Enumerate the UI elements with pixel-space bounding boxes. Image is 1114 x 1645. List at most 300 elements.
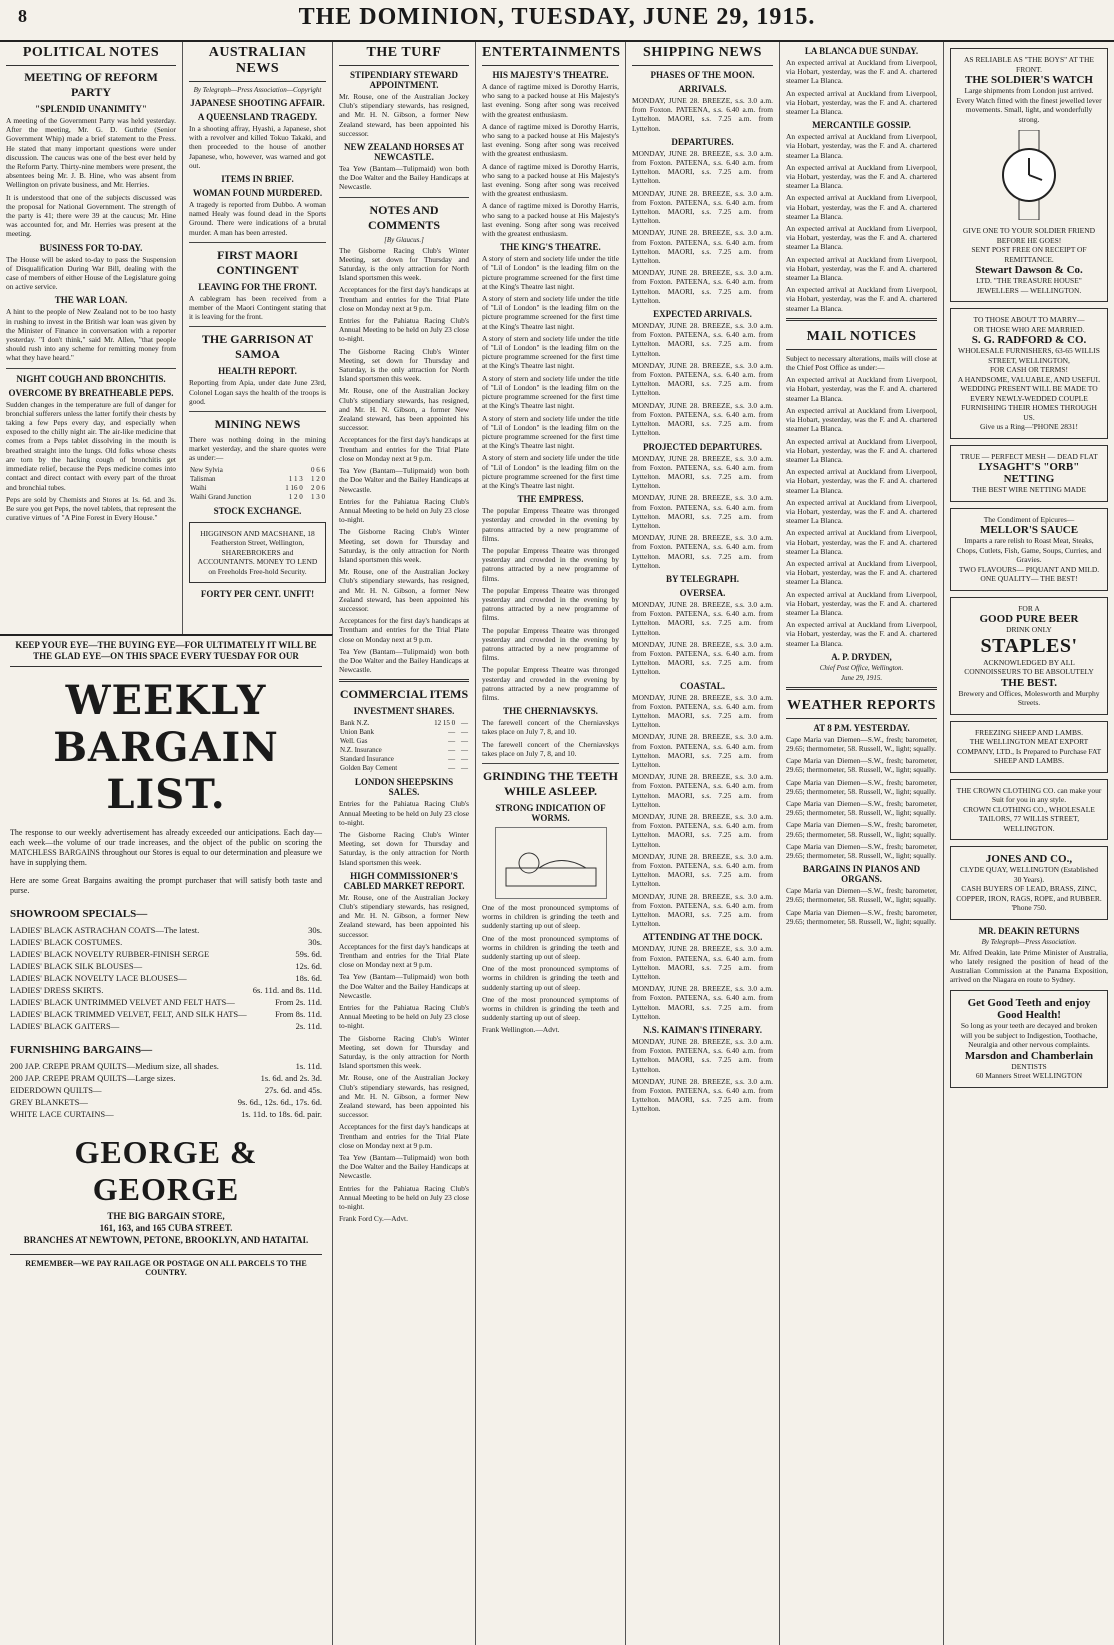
divider [189, 411, 326, 412]
mellors-sauce-advert [950, 508, 1108, 591]
article-text: An expected arrival at Auckland from Liverpool, via Hobart, yesterday, was the F. and A. chartered steamer La Blanca. [786, 224, 937, 252]
article-text: MONDAY, JUNE 28. BREEZE, s.s. 3.0 a.m. from Foxton. PATEENA, s.s. 6.40 a.m. from Lyttelton. MAORI, s.s. 7.25 a.m. from Lyttelton. [632, 228, 773, 266]
article-text: Cape Maria van Diemen—S.W., fresh; barometer, 29.65; thermometer, 58. Russell, W., light; squally. [786, 756, 937, 775]
article-text: Mr. Alfred Deakin, late Prime Minister of Australia, who lately resigned the position of head of the Australian Commission at the Panama Exposition, arrived on the Niagara en route to Sydney. [950, 947, 1108, 985]
article-text: The Gisborne Racing Club's Winter Meeting, set down for Thursday and Saturday, is the only attraction for North Island sportsmen this week. [339, 346, 469, 384]
table-cell: N.Z. Insurance [340, 746, 382, 755]
list-item [10, 1084, 322, 1096]
list-item [10, 972, 322, 984]
article-text: A tragedy is reported from Dubbo. A woman named Healy was found dead in the Sports Ground. There were indications of a brutal murder. A man has been arrested. [189, 200, 326, 237]
article-text: MONDAY, JUNE 28. BREEZE, s.s. 3.0 a.m. from Foxton. PATEENA, s.s. 6.40 a.m. from Lyttelton. MAORI, s.s. 7.25 a.m. from Lyttelton. [632, 533, 773, 570]
advert-title: LYSAGHT'S "ORB" NETTING [978, 461, 1080, 485]
table-cell: Bank N.Z. [340, 719, 370, 728]
article-text: Subject to necessary alterations, mails will close at the Chief Post Office as under:— [786, 353, 937, 373]
advert-title: MELLOR'S SAUCE [979, 524, 1079, 536]
subheadline: NEW ZEALAND HORSES AT NEWCASTLE. [344, 142, 464, 163]
advert-text: So long as your teeth are decayed and broken will you be subject to Indigestion, Toothache, Neuralgia and other nervous complaints. [960, 1021, 1098, 1050]
article-text: Tea Yew (Bantam—Tulipmaid) won both the Doe Walter and the Bailey Handicaps at Newcastle. [339, 646, 469, 675]
table-cell: — [461, 755, 468, 764]
bargain-intro: Here are some Great Bargains awaiting the prompt purchaser that will satisfy both taste and purse. [10, 876, 322, 895]
advert-text: CASH BUYERS OF LEAD, BRASS, ZINC, COPPER, IRON, RAGS, ROPE, and RUBBER. 'Phone 750. [956, 884, 1102, 912]
soldiers-watch-advert [950, 48, 1108, 302]
item-price: 59s. 6d. [295, 949, 322, 959]
divider [189, 242, 326, 243]
article-text: Cape Maria van Diemen—S.W., fresh; barometer, 29.65; thermometer, 58. Russell, W., light; squally. [786, 777, 937, 796]
table-cell: — [461, 737, 468, 746]
byline: By Telegraph—Press Association—Copyright [193, 86, 322, 94]
article-text: Entries for the Pahiatua Racing Club's Annual Meeting to be held on July 23 close to-night. [339, 496, 469, 525]
item-name: GREY BLANKETS— [10, 1097, 88, 1107]
subheadline: JAPANESE SHOOTING AFFAIR. [190, 98, 325, 108]
table-cell: 12 15 0 [434, 719, 456, 728]
subheadline: HEALTH REPORT. [218, 366, 297, 377]
advert-kicker: AS RELIABLE AS "THE BOYS" AT THE FRONT. [963, 55, 1095, 74]
article-text: An expected arrival at Auckland from Liverpool, via Hobart, yesterday, was the F. and A. chartered steamer La Blanca. [786, 497, 937, 526]
article-text: MONDAY, JUNE 28. BREEZE, s.s. 3.0 a.m. from Foxton. PATEENA, s.s. 6.40 a.m. from Lyttelton. MAORI, s.s. 7.25 a.m. from Lyttelton. [632, 96, 773, 133]
table-row [339, 737, 469, 746]
advert-brand: STAPLES' [980, 634, 1078, 657]
table-cell: 0 6 6 [311, 465, 325, 474]
article-text: The popular Empress Theatre was thronged yesterday and crowded in the evening by patrons attracted by a new programme of films. [482, 545, 619, 583]
advert-text: ACKNOWLEDGED BY ALL CONNOISSEURS TO BE ABSOLUTELY [964, 657, 1094, 676]
advert-text: A HANDSOME, VALUABLE, AND USEFUL WEDDING PRESENT WILL BE MADE TO EVERY NEWLY-WEDDED COUPLE FURNISHING THEIR HOMES THROUGH US. [957, 374, 1101, 422]
item-price: 6s. 11d. and 8s. 11d. [252, 985, 322, 995]
article-text: MONDAY, JUNE 28. BREEZE, s.s. 3.0 a.m. from Foxton. PATEENA, s.s. 6.40 a.m. from Lyttelton. MAORI, s.s. 7.25 a.m. from Lyttelton. [632, 944, 773, 982]
article-text: Acceptances for the first day's handicaps at Trentham and entries for the Trial Plate close on Monday next at 9 p.m. [339, 285, 469, 313]
table-cell: Union Bank [340, 728, 375, 737]
table-row [189, 493, 326, 502]
table-cell: — [448, 746, 456, 755]
subheadline: OVERCOME BY BREATHEABLE PEPS. [8, 387, 174, 398]
table-cell [277, 466, 304, 475]
lysaght-advert [950, 445, 1108, 502]
item-name: 200 JAP. CREPE PRAM QUILTS—Medium size, all shades. [10, 1061, 219, 1071]
article-text: MONDAY, JUNE 28. BREEZE, s.s. 3.0 a.m. from Foxton. PATEENA, s.s. 6.40 a.m. from Lyttelton. MAORI, s.s. 7.25 a.m. from Lyttelton. [632, 772, 773, 809]
table-row [189, 475, 326, 484]
masthead [0, 0, 1114, 42]
advert-kicker: The Condiment of Epicures— [983, 514, 1075, 524]
table-cell: — [461, 764, 468, 773]
article-text: An expected arrival at Auckland from Liverpool, via Hobart, yesterday, was the F. and A. chartered steamer La Blanca. [786, 589, 937, 617]
advert-text: Give us a Ring—'PHONE 2831! [979, 422, 1078, 431]
australian-news-header: AUSTRALIAN NEWS [189, 42, 326, 82]
article-text: The House will be asked to-day to pass the Suspension of Disqualification During War Bill, dealing with the case of members of either House of the Legislature going on active service. [6, 254, 176, 292]
dentist-advert [950, 990, 1108, 1088]
article-text: Acceptances for the first day's handicaps at Trentham and entries for the Trial Plate close on Monday next at 9 p.m. [339, 435, 469, 463]
advert-text: Brewery and Offices, Molesworth and Murphy Streets. [958, 688, 1100, 707]
article-text: MONDAY, JUNE 28. BREEZE, s.s. 3.0 a.m. from Foxton. PATEENA, s.s. 6.40 a.m. from Lyttelton. MAORI, s.s. 7.25 a.m. from Lyttelton. [632, 812, 773, 849]
article-text: MONDAY, JUNE 28. BREEZE, s.s. 3.0 a.m. from Foxton. PATEENA, s.s. 6.40 a.m. from Lyttelton. MAORI, s.s. 7.25 a.m. from Lyttelton. [632, 1037, 773, 1074]
article-text: MONDAY, JUNE 28. BREEZE, s.s. 3.0 a.m. from Foxton. PATEENA, s.s. 6.40 a.m. from Lyttelton. MAORI, s.s. 7.25 a.m. from Lyttelton. [632, 188, 773, 226]
higginson-advert [189, 522, 326, 584]
list-item [10, 948, 322, 960]
table-cell: — [448, 755, 456, 764]
subheadline: EXPECTED ARRIVALS. [653, 309, 752, 320]
subheadline: STOCK EXCHANGE. [213, 505, 302, 516]
advert-text: CROWN CLOTHING CO., WHOLESALE TAILORS, 77 WILLIS STREET, WELLINGTON. [963, 804, 1095, 833]
article-text: An expected arrival at Auckland from Liverpool, via Hobart, yesterday, was the F. and A. chartered steamer La Blanca. [786, 467, 937, 495]
subheadline: WOMAN FOUND MURDERED. [192, 188, 323, 199]
item-price: 1s. 11d. [295, 1061, 322, 1071]
article-text: The popular Empress Theatre was thronged yesterday and crowded in the evening by patrons attracted by a new programme of films. [482, 585, 619, 623]
weather-reports-header: WEATHER REPORTS [786, 695, 937, 719]
article-text: One of the most pronounced symptoms of worms in children is grinding the teeth and suddenly starting up out of sleep. [482, 994, 619, 1023]
staples-beer-advert [950, 597, 1108, 715]
item-price: 30s. [308, 937, 322, 947]
item-name: LADIES' BLACK GAITERS— [10, 1021, 120, 1031]
advert-kicker: TO THOSE ABOUT TO MARRY— [973, 315, 1085, 324]
item-name: LADIES' BLACK SILK BLOUSES— [10, 961, 143, 971]
article-text: Mr. Rouse, one of the Australian Jockey Club's stipendiary stewards, has resigned, and Mr. H. N. Gibson, a former New Zealand steward, has been appointed his successor. [339, 386, 469, 433]
article-text: An expected arrival at Auckland from Liverpool, via Hobart, yesterday, was the F. and A. chartered steamer La Blanca. [786, 254, 937, 283]
article-text: Cape Maria van Diemen—S.W., fresh; barometer, 29.65; thermometer, 58. Russell, W., light; squally. [786, 886, 937, 905]
advert-title: Get Good Teeth and enjoy Good Health! [967, 997, 1091, 1022]
article-text: A meeting of the Government Party was held yesterday. After the meeting, Mr. G. D. Guthrie (Senior Government Whip) made a brief statement to the Press. He stated that many important questions were under discussion. The caucus was one of the best ever held by the Reform Party. Thirty-nine members were present, the absentees being Mr. J. B. Hine, who was absent from Wellington on private business, and Mr. Herries. [6, 116, 176, 190]
item-price: 1s. 6d. and 2s. 3d. [260, 1073, 322, 1083]
advert-text: DRINK ONLY [1006, 625, 1052, 634]
item-name: LADIES' BLACK TRIMMED VELVET, FELT, AND SILK HATS— [10, 1009, 247, 1019]
subheadline: N.S. KAIMAN'S ITINERARY. [642, 1025, 763, 1036]
advert-brand: Marsdon and Chamberlain [964, 1049, 1094, 1062]
article-text: MONDAY, JUNE 28. BREEZE, s.s. 3.0 a.m. from Foxton. PATEENA, s.s. 6.40 a.m. from Lyttelton. MAORI, s.s. 7.25 a.m. from Lyttelton. [632, 599, 773, 637]
table-cell: — [461, 728, 468, 737]
article-text: Mr. Rouse, one of the Australian Jockey Club's stipendiary stewards, has resigned, and Mr. H. N. Gibson, a former New Zealand steward, has been appointed his successor. [339, 892, 469, 939]
article-text: Mr. Rouse, one of the Australian Jockey Club's stipendiary stewards, has resigned, and Mr. H. N. Gibson, a former New Zealand steward, has been appointed his successor. [339, 92, 469, 138]
article-text: The Gisborne Racing Club's Winter Meeting, set down for Thursday and Saturday, is the only attraction for North Island sportsmen this week. [339, 829, 469, 867]
subheadline: HIS MAJESTY'S THEATRE. [492, 70, 609, 80]
subheadline: ITEMS IN BRIEF. [221, 174, 294, 185]
turf-column [333, 42, 476, 1645]
article-text: A story of stern and society life under the title of "Lil of London" is the leading film on the picture programme screened for the first time at the King's Theatre last night. [482, 333, 619, 371]
article-text: An expected arrival at Auckland from Liverpool, via Hobart, yesterday, was the F. and A. chartered steamer La Blanca. [786, 436, 937, 464]
store-name: GEORGE & GEORGE [74, 1134, 258, 1207]
subheadline: INVESTMENT SHARES. [353, 706, 455, 717]
meat-export-advert [950, 721, 1108, 773]
article-text: The farewell concert of the Cherniavskys takes place on July 7, 8, and 10. [482, 739, 619, 758]
item-name: LADIES' BLACK NOVELTY RUBBER-FINISH SERGE [10, 949, 210, 959]
headline: FIRST MAORI CONTINGENT [216, 247, 299, 277]
bargain-kicker: KEEP YOUR EYE—THE BUYING EYE—FOR ULTIMATELY IT WILL BE THE GLAD EYE—ON THIS SPACE EVERY TUESDAY FOR OUR [10, 640, 322, 667]
article-text: Entries for the Pahiatua Racing Club's Annual Meeting to be held on July 23 close to-night. [339, 1183, 469, 1212]
article-text: MONDAY, JUNE 28. BREEZE, s.s. 3.0 a.m. from Foxton. PATEENA, s.s. 6.40 a.m. from Lyttelton. MAORI, s.s. 7.25 a.m. from Lyttelton. [632, 692, 773, 730]
table-cell: 1 2 0 [288, 492, 303, 501]
article-text: An expected arrival at Auckland from Liverpool, via Hobart, yesterday, was the F. and A. chartered steamer La Blanca. [786, 558, 937, 587]
advert-text: THE BEST WIRE NETTING MADE [972, 485, 1086, 494]
mining-table [189, 466, 326, 502]
subheadline: PROJECTED DEPARTURES. [642, 441, 763, 452]
showroom-specials-heading: SHOWROOM SPECIALS— [10, 908, 148, 920]
article-text: The Gisborne Racing Club's Winter Meeting, set down for Thursday and Saturday, is the only attraction for North Island sportsmen this week. [339, 1033, 469, 1071]
subheadline: A QUEENSLAND TRAGEDY. [197, 112, 318, 122]
item-name: 200 JAP. CREPE PRAM QUILTS—Large sizes. [10, 1073, 176, 1083]
item-price: 18s. 6d. [295, 973, 322, 983]
store-branches: BRANCHES AT NEWTOWN, PETONE, BROOKLYN, AND HATAITAI. [23, 1235, 309, 1245]
article-text: Tea Yew (Bantam—Tulipmaid) won both the Doe Walter and the Bailey Handicaps at Newcastle. [339, 164, 469, 192]
headline: GRINDING THE TEETH WHILE ASLEEP. [483, 769, 618, 798]
subheadline: MERCANTILE GOSSIP. [812, 120, 911, 131]
advert-text: 60 Manners Street WELLINGTON [975, 1071, 1083, 1081]
australian-news-column [183, 42, 333, 634]
table-cell: — [448, 728, 456, 737]
table-row [339, 755, 469, 764]
table-cell: Well. Gas [340, 737, 368, 746]
bargain-footer: REMEMBER—WE PAY RAILAGE OR POSTAGE ON ALL PARCELS TO THE COUNTRY. [10, 1254, 322, 1277]
article-text: Acceptances for the first day's handicaps at Trentham and entries for the Trial Plate close on Monday next at 9 p.m. [339, 616, 469, 644]
radford-advert [950, 308, 1108, 439]
headline: THE GARRISON AT SAMOA [201, 332, 314, 362]
advert-title: JONES AND CO., [985, 853, 1073, 865]
subheadline: "SPLENDID UNANIMITY" [35, 104, 147, 114]
jones-advert [950, 846, 1108, 920]
table-cell: — [461, 746, 468, 755]
subheadline: LEAVING FOR THE FRONT. [198, 281, 317, 292]
article-text: An expected arrival at Auckland from Liverpool, via Hobart, yesterday, was the F. and A. chartered steamer La Blanca. [786, 88, 937, 117]
page-number: 8 [18, 6, 27, 26]
advert-text: Imparts a rare relish to Roast Meat, Steaks, Chops, Cutlets, Fish, Game, Soups, Curries, and Gravies. [956, 536, 1102, 564]
article-text: Cape Maria van Diemen—S.W., fresh; barometer, 29.65; thermometer, 58. Russell, W., light; squally. [786, 841, 937, 860]
item-name: LADIES' BLACK NOVELTY LACE BLOUSES— [10, 973, 187, 983]
subheadline: COASTAL. [679, 680, 726, 691]
article-text: Reporting from Apia, under date June 23rd, Colonel Logan says the health of the troops is good. [189, 378, 326, 406]
advert-text: Frank Ford Cy.—Advt. [339, 1214, 408, 1224]
table-row [339, 728, 469, 737]
article-text: MONDAY, JUNE 28. BREEZE, s.s. 3.0 a.m. from Foxton. PATEENA, s.s. 6.40 a.m. from Lyttelton. MAORI, s.s. 7.25 a.m. from Lyttelton. [632, 732, 773, 769]
article-text: One of the most pronounced symptoms of worms in children is grinding the teeth and suddenly starting up out of sleep. [482, 903, 619, 931]
subheadline: MR. DEAKIN RETURNS [978, 925, 1080, 936]
advert-kicker: OR THOSE WHO ARE MARRIED. [973, 324, 1085, 334]
byline: By Telegraph—Press Association. [981, 937, 1077, 946]
headline: MEETING OF REFORM PARTY [24, 70, 158, 99]
subheadline: STRONG INDICATION OF WORMS. [495, 803, 606, 823]
article-text: MONDAY, JUNE 28. BREEZE, s.s. 3.0 a.m. from Foxton. PATEENA, s.s. 6.40 a.m. from Lyttelton. MAORI, s.s. 7.25 a.m. from Lyttelton. [632, 493, 773, 530]
item-price: 2s. 11d. [295, 1021, 322, 1031]
subheadline: THE WAR LOAN. [54, 295, 128, 306]
bargain-title: WEEKLY BARGAIN LIST. [53, 677, 279, 818]
advert-text: THE CROWN CLOTHING CO. can make your Suit for you in any style. [956, 785, 1102, 804]
table-cell: — [461, 719, 468, 728]
divider [786, 687, 937, 690]
political-notes-column [0, 42, 183, 634]
wristwatch-icon [994, 130, 1064, 220]
turf-header: THE TURF [339, 42, 469, 66]
table-row [189, 466, 326, 475]
article-text: A story of stern and society life under the title of "Lil of London" is the leading film on the picture programme screened for the first time at the King's Theatre last night. [482, 413, 619, 451]
advert-text: WHOLESALE FURNISHERS, 63-65 WILLIS STREET, WELLINGTON, [958, 346, 1100, 365]
advert-kicker: FOR A [1018, 603, 1040, 613]
article-text: MONDAY, JUNE 28. BREEZE, s.s. 3.0 a.m. from Foxton. PATEENA, s.s. 6.40 a.m. from Lyttelton. MAORI, s.s. 7.25 a.m. from Lyttelton. [632, 639, 773, 677]
article-text: Mr. Rouse, one of the Australian Jockey Club's stipendiary stewards, has resigned, and Mr. H. N. Gibson, a former New Zealand steward, has been appointed his successor. [339, 1073, 469, 1120]
article-text: An expected arrival at Auckland from Liverpool, via Hobart, yesterday, was the F. and A. chartered steamer La Blanca. [786, 620, 937, 648]
item-price: 30s. [308, 925, 322, 935]
table-cell: 1 3 0 [311, 492, 325, 501]
headline: MINING NEWS [214, 417, 301, 432]
list-item [10, 1108, 322, 1120]
article-text: Cape Maria van Diemen—S.W., fresh; barometer, 29.65; thermometer, 58. Russell, W., light; squally. [786, 798, 937, 818]
article-text: Tea Yew (Bantam—Tulipmaid) won both the Doe Walter and the Bailey Handicaps at Newcastle. [339, 972, 469, 1000]
subheadline: LA BLANCA DUE SUNDAY. [804, 46, 919, 56]
item-name: WHITE LACE CURTAINS— [10, 1109, 114, 1119]
subheadline: STIPENDIARY STEWARD APPOINTMENT. [349, 70, 459, 90]
item-name: LADIES' DRESS SKIRTS. [10, 985, 104, 995]
table-cell: Waihi Grand Junction [190, 492, 252, 501]
article-text: An expected arrival at Auckland from Liverpool, via Hobart, yesterday, was the F. and A. chartered steamer La Blanca. [786, 285, 937, 313]
entertainments-column [476, 42, 626, 1645]
subheadline: ATTENDING AT THE DOCK. [642, 932, 763, 943]
table-row [339, 746, 469, 755]
advert-text: Frank Wellington.—Advt. [482, 1025, 560, 1035]
subheadline: BY TELEGRAPH. [665, 573, 739, 584]
divider [339, 197, 469, 198]
mail-notices-header: MAIL NOTICES [786, 326, 937, 350]
list-item [10, 1008, 322, 1020]
item-name: LADIES' BLACK COSTUMES. [10, 937, 123, 947]
article-text: A story of stern and society life under the title of "Lil of London" is the leading film on the picture programme screened for the first time at the King's Theatre last night. [482, 254, 619, 291]
article-text: One of the most pronounced symptoms of worms in children is grinding the teeth and suddenly starting up out of sleep. [482, 933, 619, 962]
subheadline: BUSINESS FOR TO-DAY. [39, 242, 143, 253]
advert-text: LTD. "THE TREASURE HOUSE" JEWELLERS — WELLINGTON. [976, 276, 1082, 295]
article-text: The popular Empress Theatre was thronged yesterday and crowded in the evening by patrons attracted by a new programme of films. [482, 665, 619, 702]
furnishing-bargains-heading: FURNISHING BARGAINS— [10, 1044, 153, 1056]
table-cell: Talisman [190, 474, 216, 483]
advert-text: TWO FLAVOURS— PIQUANT AND MILD. ONE QUALITY— THE BEST! [958, 564, 1100, 583]
subheadline: FORTY PER CENT. UNFIT! [200, 589, 315, 600]
table-cell: — [448, 764, 456, 773]
list-item [10, 960, 322, 972]
article-text: The farewell concert of the Cherniavskys takes place on July 7, 8, and 10. [482, 718, 619, 737]
item-price: 9s. 6d., 12s. 6d., 17s. 6d. [237, 1097, 322, 1107]
advert-text: CLYDE QUAY, WELLINGTON (Established 30 Years). [959, 865, 1099, 884]
article-text: An expected arrival at Auckland from Liverpool, via Hobart, yesterday, was the F. and A. chartered steamer La Blanca. [786, 58, 937, 86]
store-address: 161, 163, and 165 CUBA STREET. [99, 1223, 233, 1233]
sleeping-child-illustration [495, 827, 607, 899]
table-cell: New Sylvia [190, 465, 223, 474]
political-notes-header: POLITICAL NOTES [6, 42, 176, 66]
table-cell: Waihi [190, 483, 207, 492]
furnishing-bargains-list [10, 1060, 322, 1120]
subheadline: ARRIVALS. [678, 84, 727, 94]
article-text: An expected arrival at Auckland from Liverpool, via Hobart, yesterday, was the F. and A. chartered steamer La Blanca. [786, 193, 937, 221]
list-item [10, 1060, 322, 1072]
item-price: 27s. 6d. and 45s. [264, 1085, 322, 1095]
advert-text: Large shipments from London just arrived. Every Watch fitted with the finest jewelled lever movements. Small, light, and wonderfully strong. [956, 86, 1102, 124]
article-text: MONDAY, JUNE 28. BREEZE, s.s. 3.0 a.m. from Foxton. PATEENA, s.s. 6.40 a.m. from Lyttelton. MAORI, s.s. 7.25 a.m. from Lyttelton. [632, 984, 773, 1021]
article-text: A dance of ragtime mixed is Dorothy Harris, who sang to a packed house at His Majesty's last evening. Song after song was received with the greatest enthusiasm. [482, 201, 619, 239]
article-text: The Gisborne Racing Club's Winter Meeting, set down for Thursday and Saturday, is the only attraction for North Island sportsmen this week. [339, 527, 469, 564]
headline: NOTES AND COMMENTS [368, 202, 440, 232]
article-text: An expected arrival at Auckland from Liverpool, via Hobart, yesterday, was the F. and A. chartered steamer La Blanca. [786, 132, 937, 160]
article-text: Cape Maria van Diemen—S.W., fresh; barometer, 29.65; thermometer, 58. Russell, W., light; squally. [786, 820, 937, 839]
article-text: MONDAY, JUNE 28. BREEZE, s.s. 3.0 a.m. from Foxton. PATEENA, s.s. 6.40 a.m. from Lyttelton. MAORI, s.s. 7.25 a.m. from Lyttelton. [632, 851, 773, 889]
article-text: Cape Maria van Diemen—S.W., fresh; barometer, 29.65; thermometer, 58. Russell, W., light; squally. [786, 734, 937, 753]
mail-weather-column [780, 42, 944, 1645]
advert-text: THE WELLINGTON MEAT EXPORT COMPANY, LTD., Is Prepared to Purchase FAT SHEEP AND LAMBS. [956, 737, 1102, 765]
divider [482, 763, 619, 764]
advert-text: HIGGINSON AND MACSHANE, 18 Featherston Street, Wellington, SHAREBROKERS and ACCOUNTANTS. MONEY TO LEND on Freeholds Free-hold Security. [197, 528, 318, 576]
advert-title: S. G. RADFORD & CO. [971, 334, 1087, 346]
entertainments-header: ENTERTAINMENTS [482, 42, 619, 66]
signature-title: Chief Post Office, Wellington. [819, 663, 904, 672]
advert-title: THE SOLDIER'S WATCH [965, 74, 1093, 86]
list-item [10, 996, 322, 1008]
article-text: Acceptances for the first day's handicaps at Trentham and entries for the Trial Plate close on Monday next at 9 p.m. [339, 941, 469, 970]
article-text: The popular Empress Theatre was thronged yesterday and crowded in the evening by patrons attracted by a new programme of films. [482, 625, 619, 663]
shipping-news-header: SHIPPING NEWS [632, 42, 773, 66]
table-row [339, 719, 469, 728]
article-text: MONDAY, JUNE 28. BREEZE, s.s. 3.0 a.m. from Foxton. PATEENA, s.s. 6.40 a.m. from Lyttelton. MAORI, s.s. 7.25 a.m. from Lyttelton. [632, 453, 773, 491]
subheadline: THE KING'S THEATRE. [500, 242, 601, 253]
article-text: An expected arrival at Auckland from Liverpool, via Hobart, yesterday, was the F. and A. chartered steamer La Blanca. [786, 528, 937, 556]
divider [6, 368, 176, 369]
table-cell: 2 0 6 [311, 483, 325, 492]
advertisements-column [944, 42, 1114, 1645]
advert-title: GOOD PURE BEER [979, 613, 1079, 625]
item-name: LADIES' BLACK ASTRACHAN COATS—The latest. [10, 925, 200, 935]
subheadline: NIGHT COUGH AND BRONCHITIS. [16, 373, 166, 384]
article-text: Entries for the Pahiatua Racing Club's Annual Meeting to be held on July 23 close to-night. [339, 1003, 469, 1031]
shipping-news-column [626, 42, 780, 1645]
article-text: A story of stern and society life under the title of "Lil of London" is the leading film on the picture programme screened for the first time at the King's Theatre last night. [482, 373, 619, 411]
article-text: The Gisborne Racing Club's Winter Meeting, set down for Thursday and Saturday, is the only attraction for North Island sportsmen this week. [339, 245, 469, 283]
item-name: LADIES' BLACK UNTRIMMED VELVET AND FELT HATS— [10, 997, 235, 1007]
item-price: From 8s. 11d. [275, 1009, 322, 1019]
advert-brand: Stewart Dawson & Co. [975, 264, 1083, 276]
article-text: In a shooting affray, Hyashi, a Japanese, shot with a revolver and killed Tokuo Takaki, and then proceeded to the house of another Japanese, who, however, was warned and got out. [189, 124, 326, 170]
article-text: Mr. Rouse, one of the Australian Jockey Club's stipendiary stewards, has resigned, and Mr. H. N. Gibson, a former New Zealand steward, has been appointed his successor. [339, 567, 469, 613]
article-text: A story of stern and society life under the title of "Lil of London" is the leading film on the picture programme screened for the first time at the King's Theatre last night. [482, 294, 619, 331]
list-item [10, 936, 322, 948]
article-text: Entries for the Pahiatua Racing Club's Annual Meeting to be held on July 23 close to-night. [339, 799, 469, 827]
subheadline: BARGAINS IN PIANOS AND ORGANS. [802, 864, 921, 885]
article-text: Tea Yew (Bantam—Tulipmaid) won both the Doe Walter and the Bailey Handicaps at Newcastle. [339, 466, 469, 494]
byline: [By Glaucus.] [384, 235, 424, 244]
subheadline: THE EMPRESS. [517, 494, 584, 505]
table-cell: Standard Insurance [340, 755, 394, 764]
article-text: A hint to the people of New Zealand not to be too hasty in rushing to invest in the British war loan was given by the Minister of Finance in conversation with a reporter yesterday. "I don't think," said Mr. Allen, "that people should rush into any scheme for remitting money from what they have heard." [6, 307, 176, 363]
list-item [10, 1020, 322, 1032]
advert-text: FOR CASH OR TERMS! [989, 365, 1068, 374]
subheadline: PHASES OF THE MOON. [650, 70, 755, 80]
article-text: MONDAY, JUNE 28. BREEZE, s.s. 3.0 a.m. from Foxton. PATEENA, s.s. 6.40 a.m. from Lyttelton. MAORI, s.s. 7.25 a.m. from Lyttelton. [632, 360, 773, 398]
article-text: The popular Empress Theatre was thronged yesterday and crowded in the evening by patrons attracted by a new programme of films. [482, 506, 619, 543]
article-text: A story of stern and society life under the title of "Lil of London" is the leading film on the picture programme screened for the first time at the King's Theatre last night. [482, 453, 619, 490]
article-text: MONDAY, JUNE 28. BREEZE, s.s. 3.0 a.m. from Foxton. PATEENA, s.s. 6.40 a.m. from Lyttelton. MAORI, s.s. 7.25 a.m. from Lyttelton. [632, 321, 773, 358]
list-item [10, 984, 322, 996]
article-text: MONDAY, JUNE 28. BREEZE, s.s. 3.0 a.m. from Foxton. PATEENA, s.s. 6.40 a.m. from Lyttelton. MAORI, s.s. 7.25 a.m. from Lyttelton. [632, 148, 773, 186]
article-text: An expected arrival at Auckland from Liverpool, via Hobart, yesterday, was the F. and A. chartered steamer La Blanca. [786, 162, 937, 191]
article-text: MONDAY, JUNE 28. BREEZE, s.s. 3.0 a.m. from Foxton. PATEENA, s.s. 6.40 a.m. from Lyttelton. MAORI, s.s. 7.25 a.m. from Lyttelton. [632, 268, 773, 305]
newspaper-title: THE DOMINION, TUESDAY, JUNE 29, 1915. [298, 4, 816, 30]
article-text: An expected arrival at Auckland from Liverpool, via Hobart, yesterday, was the F. and A. chartered steamer La Blanca. [786, 375, 937, 403]
article-text: Acceptances for the first day's handicaps at Trentham and entries for the Trial Plate close on Monday next at 9 p.m. [339, 1122, 469, 1150]
article-text: MONDAY, JUNE 28. BREEZE, s.s. 3.0 a.m. from Foxton. PATEENA, s.s. 6.40 a.m. from Lyttelton. MAORI, s.s. 7.25 a.m. from Lyttelton. [632, 1076, 773, 1114]
subheadline: THE CHERNIAVSKYS. [503, 706, 598, 717]
article-text: Cape Maria van Diemen—S.W., fresh; barometer, 29.65; thermometer, 58. Russell, W., light; squally. [786, 907, 937, 926]
list-item [10, 924, 322, 936]
bargain-intro: The response to our weekly advertisement has already exceeded our anticipations. Each day—each week—the volume of our trade increases, and the object of the public on scoring the MATCHLESS BARGAINS throughout our Stores is equal to our determination and pleasure we have in supplying them. [10, 828, 322, 867]
item-price: 1s. 11d. to 18s. 6d. pair. [241, 1109, 322, 1119]
advert-text: THE BEST. [1000, 676, 1058, 689]
article-text: A cablegram has been received from a member of the Maori Contingent stating that it is leaving for the front. [189, 293, 326, 322]
list-item [10, 1072, 322, 1084]
article-text: One of the most pronounced symptoms of worms in children is grinding the teeth and suddenly starting up out of sleep. [482, 964, 619, 992]
table-row [189, 484, 326, 493]
subheadline: OVERSEA. [679, 587, 726, 598]
table-cell: 1 1 3 [288, 474, 303, 483]
article-text: Entries for the Pahiatua Racing Club's Annual Meeting to be held on July 23 close to-night. [339, 316, 469, 344]
article-text: It is understood that one of the subjects discussed was the proposal for National Government. The strength of the party is 41; there were 39 at the caucus; Mr. Hine was accounted for, and Mr. Herries was present at the meeting. [6, 192, 176, 239]
subheadline: AT 8 P.M. YESTERDAY. [813, 722, 910, 733]
article-text: An expected arrival at Auckland from Liverpool, via Hobart, yesterday, was the F. and A. chartered steamer La Blanca. [786, 405, 937, 434]
